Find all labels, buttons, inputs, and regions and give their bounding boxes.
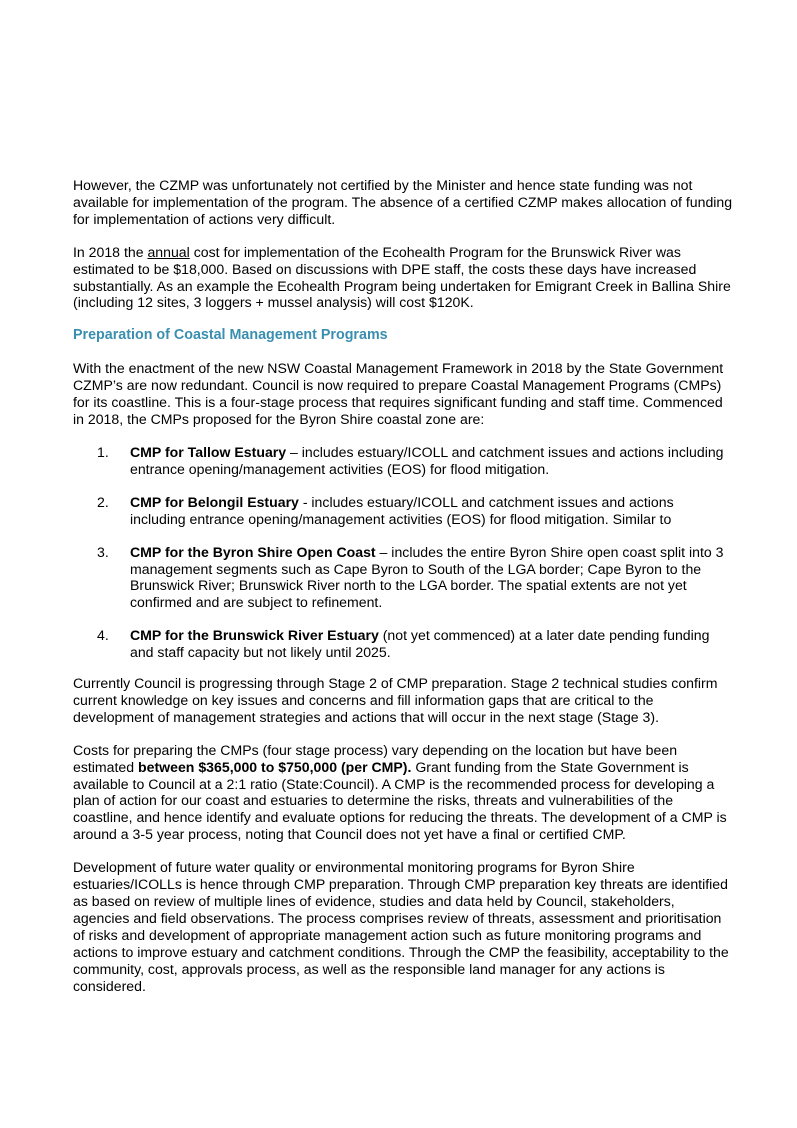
cmp-list-item xyxy=(73,494,733,528)
paragraph-cmp-costs xyxy=(73,742,733,843)
list-item-title: CMP for Tallow Estuary xyxy=(130,443,287,460)
cmp-list-item xyxy=(73,627,733,661)
section-heading: Preparation of Coastal Management Programs xyxy=(73,327,388,344)
list-number: 3. xyxy=(97,543,109,560)
paragraph-czmp-certification: However, the CZMP was unfortunately not certified by the Minister and hence state funding was not available for implementation of the program. The absence of a certified CZMP makes allocation of funding for implementation of actions very difficult. xyxy=(73,177,733,227)
list-item-title: CMP for the Brunswick River Estuary xyxy=(130,627,379,644)
costs-text-pre: Costs for preparing the CMPs (four stage process) vary depending on the location but have been estimated xyxy=(73,741,678,775)
costs-text-bold: between $365,000 to $750,000 (per CMP). xyxy=(138,758,412,775)
list-item-text: - includes estuary/ICOLL and catchment issues and actions including entrance opening/management activities (EOS) for flood mitigation. Similar to xyxy=(130,493,674,527)
paragraph-monitoring-programs: Development of future water quality or environmental monitoring programs for Byron Shire estuaries/ICOLLs is hence through CMP preparation. Through CMP preparation key threats are identified as based on review of multiple lines of evidence, studies and data held by Council, stakeholders, agencies and field observations. The process comprises review of threats, assessment and prioritisation of risks and development of appropriate management action such as future monitoring programs and actions to improve estuary and catchment conditions. Through the CMP the feasibility, acceptability to the community, cost, approvals process, as well as the responsible land manager for any actions is considered. xyxy=(73,859,729,994)
list-number: 4. xyxy=(97,627,109,644)
cmp-list-item xyxy=(73,444,733,478)
cmp-list xyxy=(73,444,733,661)
list-number: 2. xyxy=(97,493,109,510)
list-number: 1. xyxy=(97,443,109,460)
paragraph-stage-2: Currently Council is progressing through Stage 2 of CMP preparation. Stage 2 technical studies confirm current knowledge on key issues and concerns and fill information gaps that are critical to the development of management strategies and actions that will occur in the next stage (Stage 3). xyxy=(73,675,718,725)
list-item-title: CMP for Belongil Estuary xyxy=(130,493,299,510)
ecohealth-text-post: cost for implementation of the Ecohealth Program for the Brunswick River was estimated to be $18,000. Based on discussions with DPE staff, the costs these days have increased substantially. As an example the Ecohealth Program being undertaken for Emigrant Creek in Ballina Shire (including 12 sites, 3 loggers + mussel analysis) will cost $120K. xyxy=(73,243,731,311)
list-item-text: (not yet commenced) at a later date pending funding and staff capacity but not likely until 2025. xyxy=(130,627,710,661)
document-page xyxy=(73,177,733,1010)
list-item-title: CMP for the Byron Shire Open Coast xyxy=(130,543,376,560)
list-item-text: – includes the entire Byron Shire open coast split into 3 management segments such as Cape Byron to South of the LGA border; Cape Byron to the Brunswick River; Brunswick River north to the LGA border. The spatial extents are not yet confirmed and are subject to refinement. xyxy=(130,543,724,611)
costs-text-post: Grant funding from the State Government is available to Council at a 2:1 ratio (State:Council). A CMP is the recommended process for developing a plan of action for our coast and estuaries to determine the risks, threats and vulnerabilities of the coastline, and hence identify and evaluate options for reducing the threats. The development of a CMP is around a 3-5 year process, noting that Council does not yet have a final or certified CMP. xyxy=(73,758,727,843)
list-item-text: – includes estuary/ICOLL and catchment issues and actions including entrance opening/management activities (EOS) for flood mitigation. xyxy=(130,443,724,477)
cmp-list-item xyxy=(73,544,733,612)
paragraph-ecohealth-cost xyxy=(73,244,733,312)
ecohealth-text-pre: In 2018 the xyxy=(73,243,148,260)
ecohealth-text-underlined: annual xyxy=(147,243,190,260)
paragraph-framework: With the enactment of the new NSW Coastal Management Framework in 2018 by the State Government CZMP’s are now redundant. Council is now required to prepare Coastal Management Programs (CMPs) for its coastline. This is a four-stage process that requires significant funding and staff time. Commenced in 2018, the CMPs proposed for the Byron Shire coastal zone are: xyxy=(73,360,724,428)
